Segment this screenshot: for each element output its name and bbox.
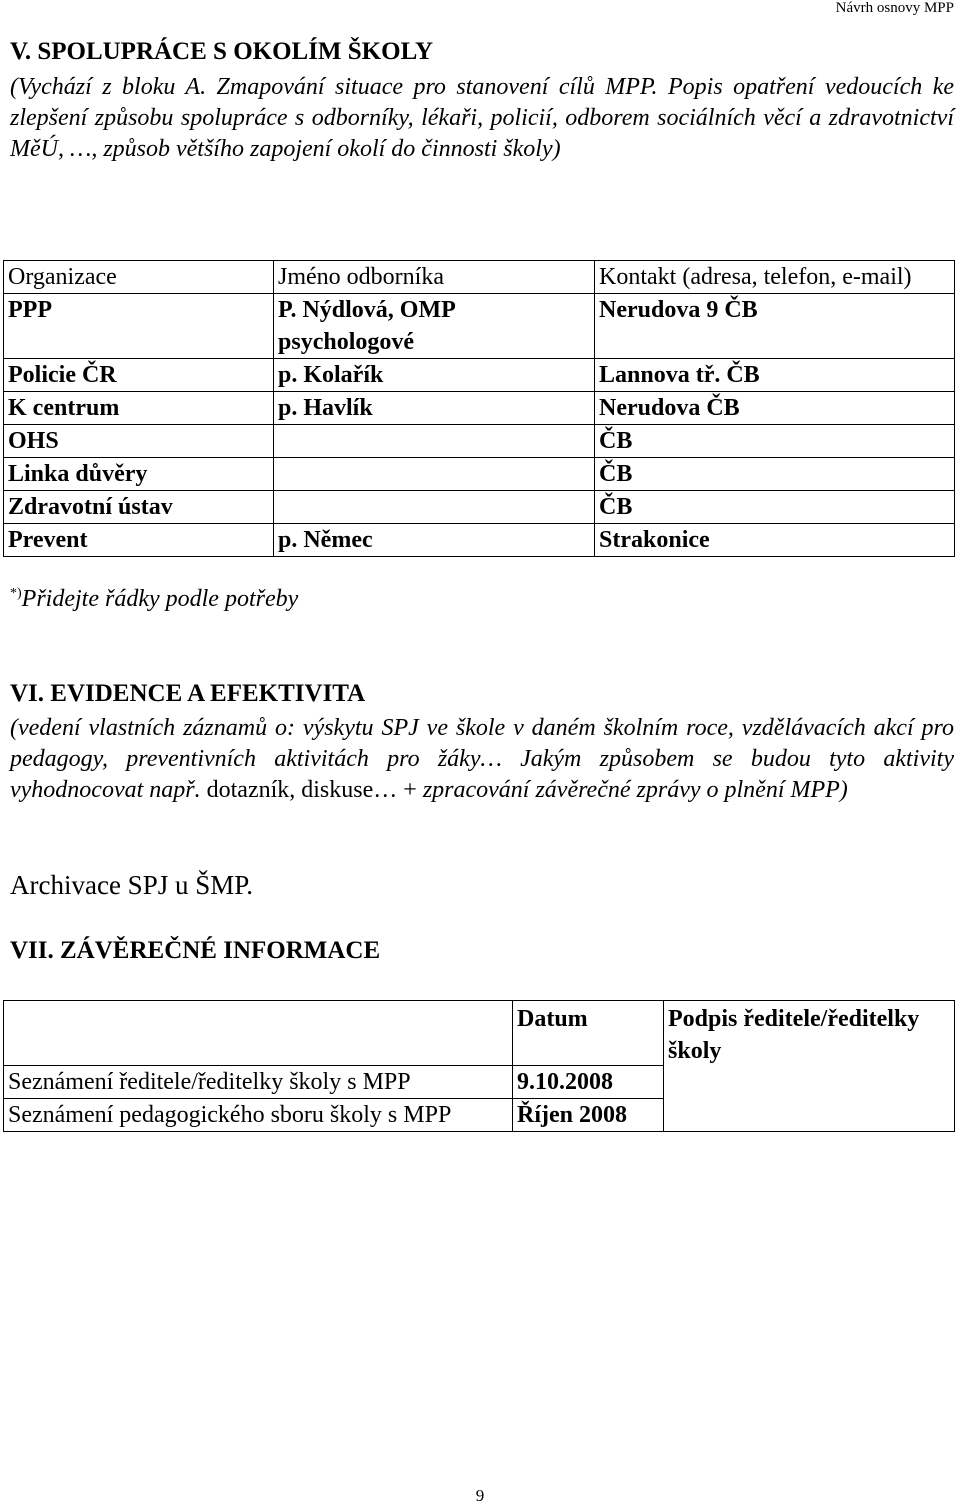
header-organizace: Organizace — [4, 261, 274, 294]
running-header: Návrh osnovy MPP — [835, 0, 954, 16]
cell-contact: ČB — [595, 491, 955, 524]
table-row — [4, 425, 955, 458]
table-row — [4, 359, 955, 392]
cell-organization: Prevent — [4, 524, 274, 557]
header-kontakt: Kontakt (adresa, telefon, e-mail) — [595, 261, 955, 294]
cell-expert: p. Němec — [274, 524, 595, 557]
table-header-row — [4, 261, 955, 294]
cell-expert: p. Havlík — [274, 392, 595, 425]
archive-text: Archivace SPJ u ŠMP. — [10, 870, 254, 900]
table-row — [4, 294, 955, 359]
cell-date: 9.10.2008 — [513, 1066, 664, 1099]
cell-organization: Policie ČR — [4, 359, 274, 392]
cell-activity: Seznámení ředitele/ředitelky školy s MPP — [4, 1066, 513, 1099]
organization-contact-table — [3, 260, 955, 557]
note-text: Přidejte řádky podle potřeby — [21, 586, 299, 612]
cell-contact: ČB — [595, 458, 955, 491]
table-row — [4, 392, 955, 425]
table-row — [4, 524, 955, 557]
cell-expert: p. Kolařík — [274, 359, 595, 392]
cell-contact: Strakonice — [595, 524, 955, 557]
section-7-title: VII. ZÁVĚREČNÉ INFORMACE — [10, 937, 381, 964]
table-row — [4, 458, 955, 491]
cell-expert — [274, 425, 595, 458]
section-6-title: VI. EVIDENCE A EFEKTIVITA — [10, 680, 366, 707]
cell-date: Říjen 2008 — [513, 1099, 664, 1132]
final-information-table — [3, 1000, 955, 1132]
table-row — [4, 491, 955, 524]
description-italic: (vedení vlastních záznamů o: výskytu SPJ ve škole v daném školním roce, vzdělávacích akcí pro pedagogy, preventivních aktivitách pro žáky… Jakým způsobem se budou tyto aktivity vyhodnocovat např. — [10, 715, 954, 803]
section-5-title: V. SPOLUPRÁCE S OKOLÍM ŠKOLY — [10, 38, 434, 65]
cell-contact: ČB — [595, 425, 955, 458]
cell-organization: PPP — [4, 294, 274, 359]
cell-organization: Zdravotní ústav — [4, 491, 274, 524]
cell-organization: K centrum — [4, 392, 274, 425]
section-6-description — [10, 713, 954, 806]
cell-organization: OHS — [4, 425, 274, 458]
header-jmeno: Jméno odborníka — [274, 261, 595, 294]
header-podpis: Podpis ředitele/ředitelky školy — [664, 1001, 955, 1132]
cell-activity: Seznámení pedagogického sboru školy s MPP — [4, 1099, 513, 1132]
cell-expert — [274, 458, 595, 491]
cell-organization: Linka důvěry — [4, 458, 274, 491]
page-number: 9 — [475, 1486, 485, 1505]
header-datum: Datum — [513, 1001, 664, 1066]
cell-expert: P. Nýdlová, OMP psychologové — [274, 294, 595, 359]
table-note — [10, 586, 298, 613]
header-empty — [4, 1001, 513, 1066]
cell-contact: Nerudova 9 ČB — [595, 294, 955, 359]
note-marker: *) — [10, 586, 22, 601]
description-italic-end: zpracování závěrečné zprávy o plnění MPP) — [422, 777, 848, 803]
cell-contact: Nerudova ČB — [595, 392, 955, 425]
cell-expert — [274, 491, 595, 524]
description-normal: dotazník, diskuse… + — [200, 777, 423, 803]
section-5-description: (Vychází z bloku A. Zmapování situace pro stanovení cílů MPP. Popis opatření vedoucích ke zlepšení způsobu spolupráce s odborníky, lékaři, policií, odborem sociálních věcí a zdravotnictví MěÚ, …, způsob většího zapojení okolí do činnosti školy) — [10, 74, 954, 162]
cell-contact: Lannova tř. ČB — [595, 359, 955, 392]
table-header-row — [4, 1001, 955, 1066]
